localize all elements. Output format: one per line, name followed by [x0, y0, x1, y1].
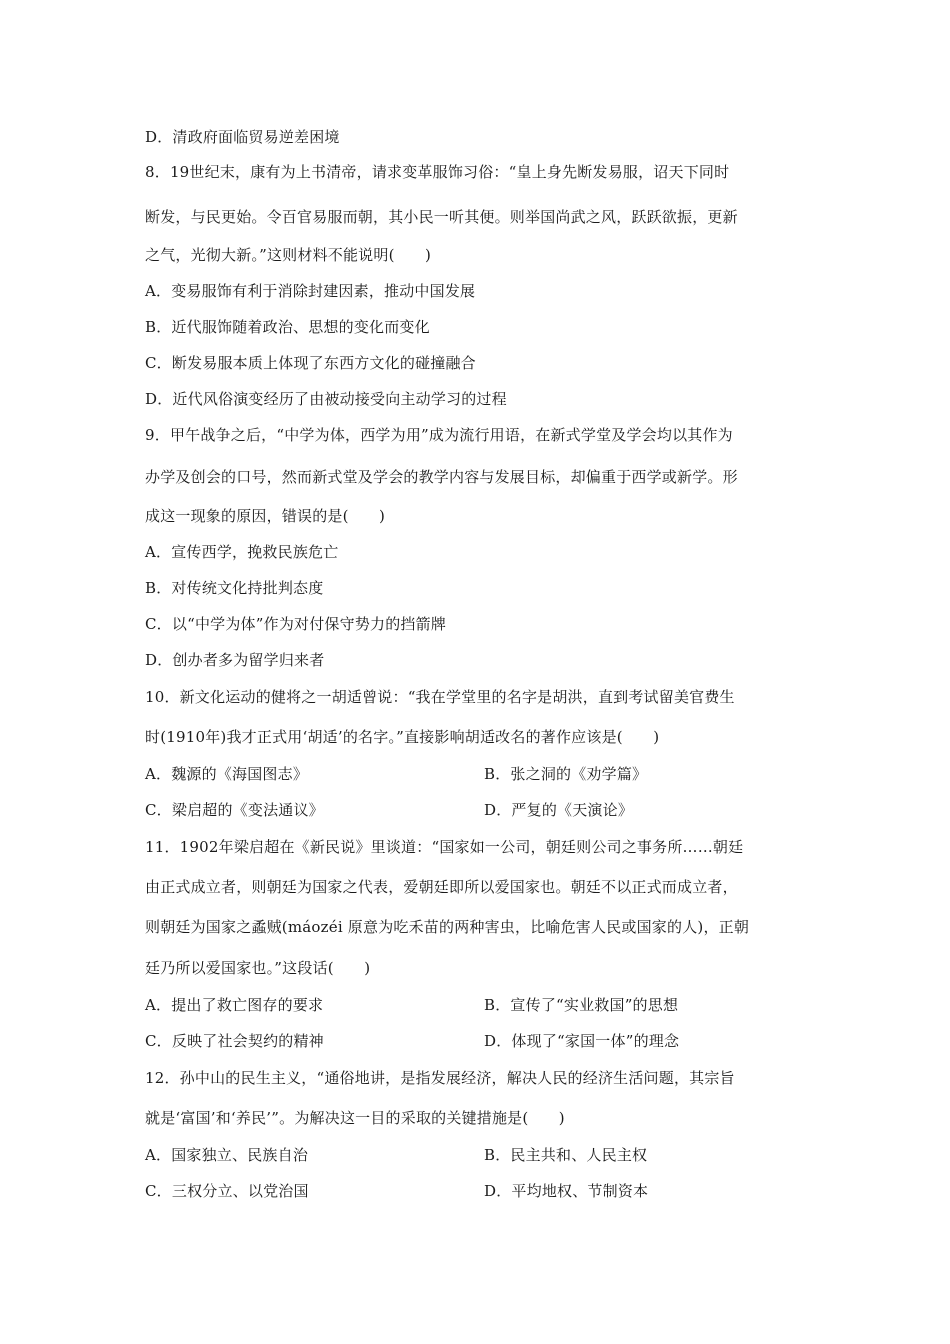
q11-option-a: A．提出了救亡图存的要求	[145, 996, 324, 1014]
q10-option-c: C．梁启超的《变法通议》	[145, 801, 324, 819]
q11-stem-line-2: 由正式成立者，则朝廷为国家之代表，爱朝廷即所以爱国家也。朝廷不以正式而成立者，	[145, 878, 738, 896]
q12-option-d: D．平均地权、节制资本	[484, 1182, 649, 1200]
q10-option-a: A．魏源的《海国图志》	[145, 765, 309, 783]
q12-stem-line-1: 12．孙中山的民生主义，“通俗地讲，是指发展经济，解决人民的经济生活问题，其宗旨	[145, 1069, 735, 1087]
q11-option-b: B．宣传了“实业救国”的思想	[484, 996, 679, 1014]
q12-option-a: A．国家独立、民族自治	[145, 1146, 309, 1164]
q7-option-d: D．清政府面临贸易逆差困境	[145, 128, 340, 146]
q9-option-d: D．创办者多为留学归来者	[145, 651, 325, 669]
q8-option-b: B．近代服饰随着政治、思想的变化而变化	[145, 318, 430, 336]
q8-option-d: D．近代风俗演变经历了由被动接受向主动学习的过程	[145, 390, 507, 408]
q12-stem-line-2: 就是‘富国’和‘养民’”。为解决这一目的采取的关键措施是( )	[145, 1109, 565, 1127]
q9-option-c: C．以“中学为体”作为对付保守势力的挡箭牌	[145, 615, 447, 633]
q11-stem-line-4: 廷乃所以爱国家也。”这段话( )	[145, 959, 371, 977]
q8-stem-line-2: 断发，与民更始。令百官易服而朝，其小民一听其便。则举国尚武之风，跃跃欲振，更新	[145, 208, 738, 226]
q11-stem-line-3: 则朝廷为国家之蟊贼(máozéi 原意为吃禾苗的两种害虫，比喻危害人民或国家的人)，正朝	[145, 918, 750, 936]
q8-stem-line-3: 之气，光彻大新。”这则材料不能说明( )	[145, 246, 432, 264]
q8-option-c: C．断发易服本质上体现了东西方文化的碰撞融合	[145, 354, 476, 372]
q10-option-d: D．严复的《天演论》	[484, 801, 634, 819]
q11-option-d: D．体现了“家国一体”的理念	[484, 1032, 680, 1050]
q10-stem-line-1: 10．新文化运动的健将之一胡适曾说：“我在学堂里的名字是胡洪，直到考试留美官费生	[145, 688, 735, 706]
q9-option-b: B．对传统文化持批判态度	[145, 579, 324, 597]
q11-option-c: C．反映了社会契约的精神	[145, 1032, 324, 1050]
q9-stem-line-3: 成这一现象的原因，错误的是( )	[145, 507, 386, 525]
q12-option-c: C．三权分立、以党治国	[145, 1182, 309, 1200]
q8-stem-line-1: 8．19世纪末，康有为上书清帝，请求变革服饰习俗：“皇上身先断发易服，诏天下同时	[145, 163, 730, 181]
q10-stem-line-2: 时(1910年)我才正式用‘胡适’的名字。”直接影响胡适改名的著作应该是( )	[145, 728, 660, 746]
q9-option-a: A．宣传西学，挽救民族危亡	[145, 543, 339, 561]
q9-stem-line-2: 办学及创会的口号，然而新式堂及学会的教学内容与发展目标，却偏重于西学或新学。形	[145, 468, 738, 486]
q8-option-a: A．变易服饰有利于消除封建因素，推动中国发展	[145, 282, 476, 300]
q9-stem-line-1: 9．甲午战争之后，“中学为体，西学为用”成为流行用语，在新式学堂及学会均以其作为	[145, 426, 733, 444]
q12-option-b: B．民主共和、人民主权	[484, 1146, 648, 1164]
q11-stem-line-1: 11．1902年梁启超在《新民说》里谈道：“国家如一公司，朝廷则公司之事务所……朝廷	[145, 838, 744, 856]
q10-option-b: B．张之洞的《劝学篇》	[484, 765, 648, 783]
